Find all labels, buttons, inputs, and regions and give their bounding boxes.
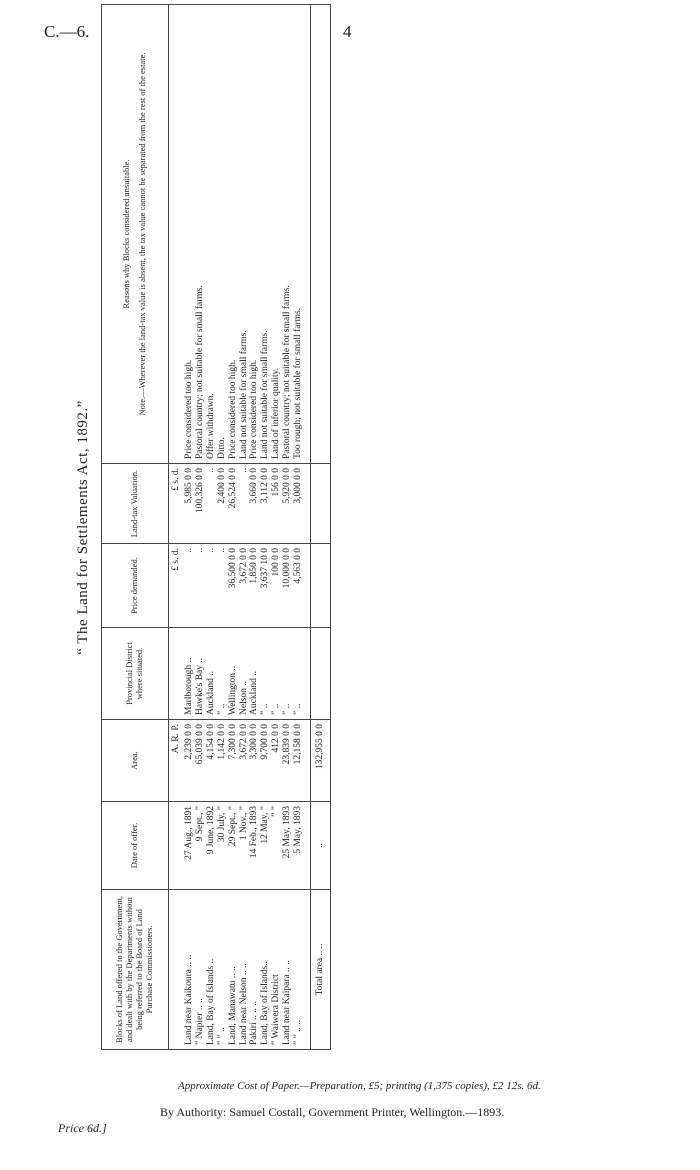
- total-label: Total area .. ..: [311, 890, 331, 1050]
- valuation-value: 3,660 0 0: [249, 464, 260, 544]
- reason-text: Land of inferior quality.: [271, 5, 282, 464]
- valuation-value: 5,985 0 0: [184, 464, 195, 544]
- price-value: 4,563 0 0: [293, 544, 310, 628]
- district-name: ” ..: [282, 628, 293, 720]
- offer-date: 30 July, ”: [217, 802, 228, 890]
- valuation-value: 2,400 0 0: [217, 464, 228, 544]
- col-header-district: Provincial District where situated.: [102, 628, 169, 720]
- offer-date: 27 Aug., 1891: [184, 802, 195, 890]
- district-name: ” ..: [293, 628, 310, 720]
- area-value: 7,300 0 0: [228, 720, 239, 802]
- district-name: ” ..: [217, 628, 228, 720]
- total-row: [311, 5, 331, 1050]
- area-value: 1,142 0 0: [217, 720, 228, 802]
- district-name: Nelson ..: [239, 628, 250, 720]
- valuation-value: 3,112 0 0: [260, 464, 271, 544]
- reason-text: Pastoral country; not suitable for small farms.: [282, 5, 293, 464]
- land-offers-table: [101, 4, 331, 1050]
- reason-text: Ditto.: [217, 5, 228, 464]
- price-value: ..: [195, 544, 206, 628]
- price-value: ..: [206, 544, 217, 628]
- col-header-area: Area.: [102, 720, 169, 802]
- price-value: 3,672 0 0: [239, 544, 250, 628]
- block-name: Land, Bay of Islands..: [260, 890, 271, 1050]
- valuation-value: 156 0 0: [271, 464, 282, 544]
- table-row: [271, 5, 282, 1050]
- block-name: Land, Manawatu .. ..: [228, 890, 239, 1050]
- offer-date: 29 Sept., ”: [228, 802, 239, 890]
- offer-date: 9 Sept., ”: [195, 802, 206, 890]
- area-value: 12,158 0 0: [293, 720, 310, 802]
- reason-text: Land not suitable for small farms.: [239, 5, 250, 464]
- col-header-price: Price demanded.: [102, 544, 169, 628]
- district-name: Marlborough ..: [184, 628, 195, 720]
- area-units: A. R. P.: [169, 720, 184, 802]
- reason-text: Land not suitable for small farms.: [260, 5, 271, 464]
- district-name: Hawke's Bay ..: [195, 628, 206, 720]
- reasons-note: Note.—Wherever the land-tax value is absent, the tax value cannot be separated from the rest of the estate.: [137, 52, 147, 416]
- offer-date: 25 May, 1893: [282, 802, 293, 890]
- block-name: ” ” ..: [217, 890, 228, 1050]
- table-header-row: [102, 5, 169, 1050]
- offer-date: 9 June, 1892: [206, 802, 217, 890]
- valuation-value: ..: [239, 464, 250, 544]
- total-date: ..: [311, 802, 331, 890]
- table-row: [282, 5, 293, 1050]
- price-value: 10,000 0 0: [282, 544, 293, 628]
- valuation-value: 3,000 0 0: [293, 464, 310, 544]
- reason-text: Price considered too high.: [184, 5, 195, 464]
- table-row: [239, 5, 250, 1050]
- block-name: Land, Bay of Islands ..: [206, 890, 217, 1050]
- table-title: “ The Land for Settlements Act, 1892.”: [75, 400, 91, 655]
- page-number: 4: [343, 22, 352, 41]
- col-header-blocks: Blocks of Land offered to the Government, and dealt with by the Departments without being referred to the Board of Land Purchase Commissioners.: [102, 890, 169, 1050]
- area-value: 65,039 0 0: [195, 720, 206, 802]
- area-value: 9,700 0 0: [260, 720, 271, 802]
- col-header-date: Date of offer.: [102, 802, 169, 890]
- valuation-value: 5,920 0 0: [282, 464, 293, 544]
- area-value: 3,300 0 0: [249, 720, 260, 802]
- printer-authority: By Authority: Samuel Costall, Government Printer, Wellington.—1893.: [160, 1105, 505, 1119]
- district-name: Auckland ..: [206, 628, 217, 720]
- col-header-valuation: Land-tax Valuation.: [102, 464, 169, 544]
- block-name: Pakiri .. .. ..: [249, 890, 260, 1050]
- block-name: Land near Kaipara .. ..: [282, 890, 293, 1050]
- table-row: [217, 5, 228, 1050]
- document-code: C.—6.: [44, 22, 90, 41]
- price-units: £ s. d.: [169, 544, 184, 628]
- reason-text: Too rough; not suitable for small farms.: [293, 5, 310, 464]
- table-row: [260, 5, 271, 1050]
- district-name: Auckland ..: [249, 628, 260, 720]
- valuation-value: 100,326 0 0: [195, 464, 206, 544]
- area-value: 4,154 0 0: [206, 720, 217, 802]
- valuation-value: ..: [206, 464, 217, 544]
- reason-text: Offer withdrawn.: [206, 5, 217, 464]
- price-note: Price 6d.]: [58, 1121, 107, 1135]
- district-name: Wellington ..: [228, 628, 239, 720]
- offer-date: 1 Nov., ”: [239, 802, 250, 890]
- block-name: ” Napier .. ..: [195, 890, 206, 1050]
- block-name: ” Waiwera District: [271, 890, 282, 1050]
- valuation-units: £ s. d.: [169, 464, 184, 544]
- table-row: [293, 5, 310, 1050]
- table-row: [195, 5, 206, 1050]
- offer-date: 14 Feb., 1893: [249, 802, 260, 890]
- rotated-table-page: [75, 5, 326, 1050]
- total-area: 132,955 0 0: [311, 720, 331, 802]
- district-name: ” ..: [260, 628, 271, 720]
- reason-text: Pastoral country; not suitable for small farms.: [195, 5, 206, 464]
- area-value: 3,672 0 0: [239, 720, 250, 802]
- price-value: ..: [184, 544, 195, 628]
- price-value: 1,850 0 0: [249, 544, 260, 628]
- offer-date: 5 May, 1893: [293, 802, 310, 890]
- area-value: 412 0 0: [271, 720, 282, 802]
- reason-text: Price considered too high.: [249, 5, 260, 464]
- offer-date: ” ”: [271, 802, 282, 890]
- block-name: Land near Kaikoura .. ..: [184, 890, 195, 1050]
- table-row: [206, 5, 217, 1050]
- area-value: 2,239 0 0: [184, 720, 195, 802]
- reason-text: Price considered too high.: [228, 5, 239, 464]
- area-value: 23,839 0 0: [282, 720, 293, 802]
- block-name: Land near Nelson .. ..: [239, 890, 250, 1050]
- table-row: [249, 5, 260, 1050]
- cost-of-paper: Approximate Cost of Paper.—Preparation, £5; printing (1,375 copies), £2 12s. 6d.: [178, 1080, 541, 1092]
- table-row: [184, 5, 195, 1050]
- price-value: 100 0 0: [271, 544, 282, 628]
- units-row: [169, 5, 184, 1050]
- district-name: ” ..: [271, 628, 282, 720]
- valuation-value: 26,524 0 0: [228, 464, 239, 544]
- price-value: ..: [217, 544, 228, 628]
- table-row: [228, 5, 239, 1050]
- price-value: 36,500 0 0: [228, 544, 239, 628]
- price-value: 3,637 10 0: [260, 544, 271, 628]
- reasons-title: Reasons why Blocks considered unsuitable.: [121, 159, 132, 309]
- offer-date: 12 May, ”: [260, 802, 271, 890]
- block-name: ” ” .. ..: [293, 890, 310, 1050]
- col-header-reasons: [102, 5, 169, 464]
